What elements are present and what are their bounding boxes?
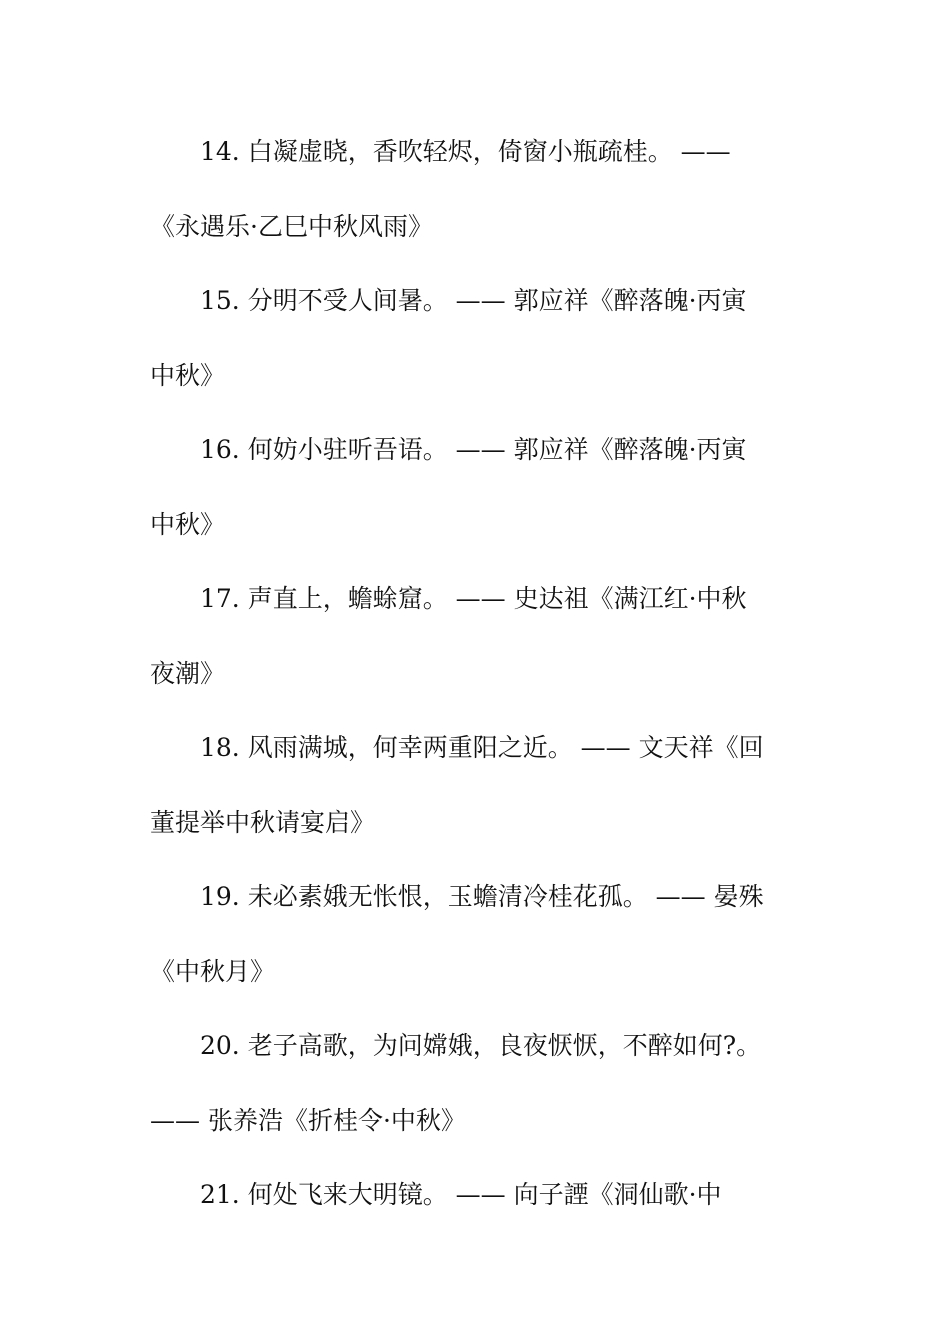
poem-source-20: —— 张养浩《折桂令·中秋》 (150, 1106, 466, 1135)
poem-line-15: 15. 分明不受人间暑。 —— 郭应祥《醉落魄·丙寅 (200, 286, 747, 315)
poem-line-18: 18. 风雨满城，何幸两重阳之近。 —— 文天祥《回 (200, 733, 764, 762)
poem-line-14: 14. 白凝虚晓，香吹轻烬，倚窗小瓶疏桂。 —— (200, 137, 731, 166)
poem-source-19: 《中秋月》 (150, 957, 276, 986)
poem-line-16: 16. 何妨小驻听吾语。 —— 郭应祥《醉落魄·丙寅 (200, 435, 747, 464)
poem-source-14: 《永遇乐·乙巳中秋风雨》 (150, 212, 433, 241)
poem-line-21: 21. 何处飞来大明镜。 —— 向子諲《洞仙歌·中 (200, 1180, 722, 1209)
poem-line-20: 20. 老子高歌，为问嫦娥，良夜恹恹，不醉如何?。 (200, 1031, 762, 1060)
poem-source-15: 中秋》 (150, 361, 226, 390)
poem-source-16: 中秋》 (150, 510, 226, 539)
poem-line-19: 19. 未必素娥无怅恨，玉蟾清冷桂花孤。 —— 晏殊 (200, 882, 764, 911)
poem-line-17: 17. 声直上，蟾蜍窟。 —— 史达祖《满江红·中秋 (200, 584, 747, 613)
poem-source-17: 夜潮》 (150, 659, 226, 688)
poem-source-18: 董提举中秋请宴启》 (150, 808, 376, 837)
